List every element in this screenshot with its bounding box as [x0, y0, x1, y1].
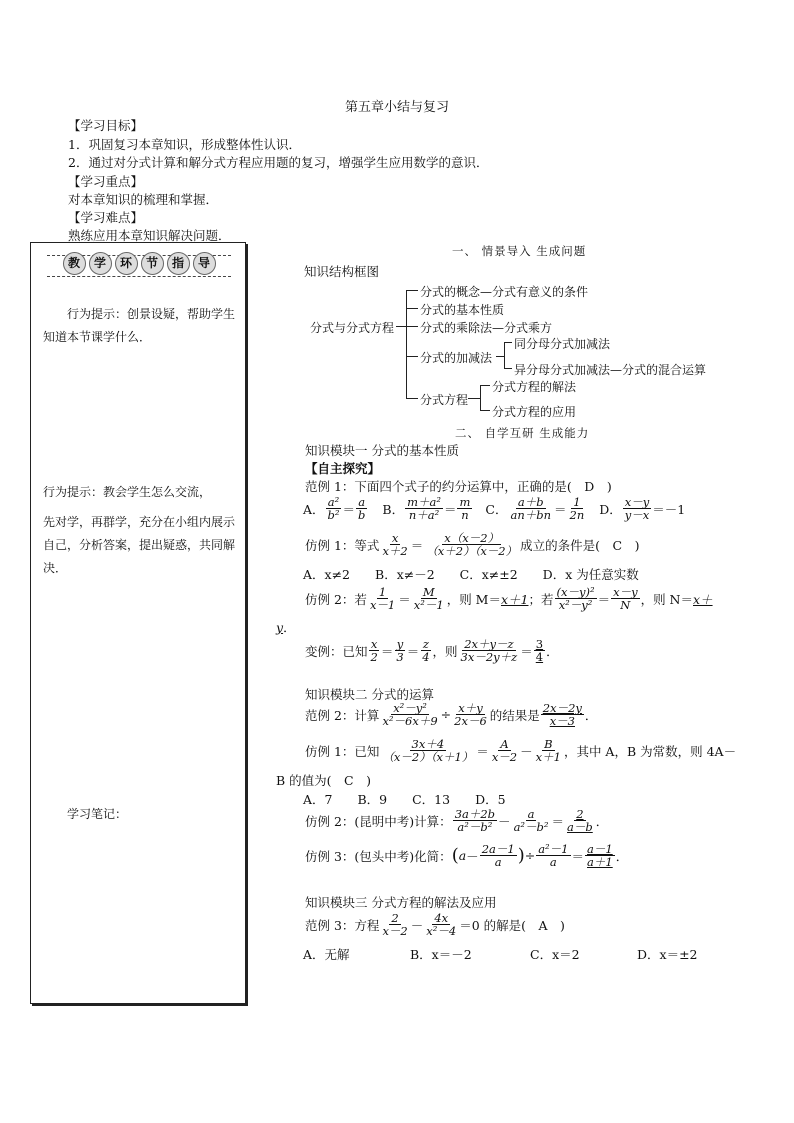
tree-label: 知识结构框图 — [304, 264, 380, 279]
guide-tip-1: 行为提示：创景设疑，帮助学生知道本节课学什么． — [43, 307, 236, 344]
tree-node-addsub: 分式的加减法 — [420, 351, 493, 365]
guide-tip-2-body: 先对学，再群学，充分在小组内展示自己，分析答案，提出疑惑，共同解决． — [43, 515, 236, 575]
option-label: C． — [485, 501, 508, 517]
banner-char: 节 — [141, 252, 164, 275]
module-3-title: 知识模块三 分式方程的解法及应用 — [305, 895, 497, 910]
banner-char: 指 — [167, 252, 190, 275]
guide-tip-2-head: 行为提示：教会学生怎么交流， — [43, 485, 212, 499]
module2-followup-1: 仿例 1：已知 $\frac{3x+4}{(x-2)(x+1)}$ ＝ $\frac{A}{x-2}$ － $\frac{B}{x+1}$ ，其中 A，B 为常数，则 4A－ — [305, 737, 737, 764]
study-notes-label: 学习笔记： — [67, 807, 128, 821]
example-3-option-a: A．无解 — [303, 947, 350, 962]
banner-char: 环 — [115, 252, 138, 275]
goal-2: 2．通过对分式计算和解分式方程应用题的复习，增强学生应用数学的意识． — [68, 155, 489, 170]
page-title: 第五章小结与复习 — [344, 100, 449, 115]
tree-node-property: 分式的基本性质 — [420, 303, 505, 317]
key-title: 【学习重点】 — [68, 174, 144, 189]
section-heading-2: 二、 自学互研 生成能力 — [455, 426, 590, 440]
example-1-options: A． $\frac{\text{a²}}{\text{b²}}$ ＝ $\frac{a}{b}$ B． $\frac{\text{m＋a²}}{\text{n＋a²}}$ ＝ $\frac{m}{n}$ C． $\frac{a+b}{an+bn}$ ＝ $\frac{1}{2n}$ D． $\frac{x-y}{y-x}$ ＝－1 — [303, 495, 686, 522]
goal-1: 1．巩固复习本章知识，形成整体性认识． — [68, 137, 301, 152]
self-explore-label: 【自主探究】 — [305, 461, 381, 476]
difficulty-text: 熟练应用本章知识解决问题． — [68, 228, 231, 243]
followup-2: 仿例 2：若 $\frac{1}{x-1}$ ＝ $\frac{M}{\text{x²－1}}$ ，则 M＝ x＋1 ；若 $\frac{\text{(x－y)²}}{\text{x²－y²}}$ ＝ $\frac{x-y}{N}$ ，则 N＝ x＋ — [305, 585, 713, 612]
module2-followup-1-options: A．7 B．9 C．13 D．5 — [303, 792, 506, 807]
example-1: 范例 1：下面四个式子的约分运算中，正确的是( D ) — [305, 479, 612, 494]
module2-followup-3: 仿例 3：(包头中考)化简： ( a － $\frac{2a-1}{a}$ ) ÷ $\frac{\text{a²－1}}{a}$ ＝ $\frac{a-1}{a+1}$ ． — [305, 842, 629, 869]
option-label: B． — [382, 501, 405, 517]
tree-node-concept: 分式的概念—分式有意义的条件 — [420, 285, 589, 299]
tree-node-equation: 分式方程 — [420, 393, 469, 407]
option-label: A． — [303, 501, 325, 517]
tree-node-solve: 分式方程的解法 — [492, 380, 577, 394]
example-2: 范例 2：计算 $\frac{\text{x²－y²}}{\text{x²－6x＋9}}$ ÷ $\frac{x+y}{2x-6}$ 的结果是 $\frac{2x-2y}{x-3}$ ． — [305, 701, 598, 728]
module-1-title: 知识模块一 分式的基本性质 — [305, 443, 459, 458]
tree-node-diff-denom: 异分母分式加减法—分式的混合运算 — [514, 363, 707, 377]
example-3: 范例 3：方程 $\frac{2}{x-2}$ － $\frac{4x}{\text{x²－4}}$ ＝0 的解是( A ) — [305, 911, 565, 938]
key-text: 对本章知识的梳理和掌握． — [68, 192, 219, 207]
module-2-title: 知识模块二 分式的运算 — [305, 687, 434, 702]
option-label: D． — [599, 501, 622, 517]
example-3-option-d: D．x＝±2 — [637, 947, 698, 962]
teaching-guide-sidebar — [30, 242, 246, 1004]
banner-char: 导 — [193, 252, 216, 275]
difficulty-title: 【学习难点】 — [68, 210, 144, 225]
followup-1-options: A．x≠2 B．x≠－2 C．x≠±2 D．x 为任意实数 — [303, 567, 639, 582]
variant-example: 变例：已知 $\frac{x}{2}$ ＝ $\frac{y}{3}$ ＝ $\frac{z}{4}$ ，则 $\frac{2x+y-z}{3x-2y+z}$ ＝ $\frac{3}{4}$ ． — [305, 637, 559, 664]
example-3-option-b: B．x＝－2 — [410, 947, 472, 962]
followup-2-answer-wrap: y． — [276, 620, 296, 635]
followup-1: 仿例 1：等式 $\frac{x}{x+2}$ ＝ $\frac{x(x-2)}{(x+2)(x-2)}$ 成立的条件是( C ) — [305, 531, 640, 558]
goal-title: 【学习目标】 — [68, 118, 144, 133]
section-heading-1: 一、 情景导入 生成问题 — [452, 244, 587, 258]
banner-char: 学 — [89, 252, 112, 275]
tree-node-apply: 分式方程的应用 — [492, 405, 577, 419]
example-3-option-c: C．x＝2 — [530, 947, 580, 962]
banner-char: 教 — [63, 252, 86, 275]
tree-node-muldiv: 分式的乘除法—分式乘方 — [420, 321, 553, 335]
module2-followup-2: 仿例 2：(昆明中考)计算： $\frac{3a+2b}{\text{a²－b²}}$ － $\frac{a}{\text{a²－b²}}$ ＝ $\frac{2}{a-b}$ ． — [305, 807, 609, 834]
tree-root: 分式与分式方程 — [310, 321, 395, 335]
guide-banner — [47, 251, 231, 277]
tree-node-same-denom: 同分母分式加减法 — [514, 337, 611, 351]
module2-followup-1-cont: B 的值为( C ) — [276, 773, 371, 788]
